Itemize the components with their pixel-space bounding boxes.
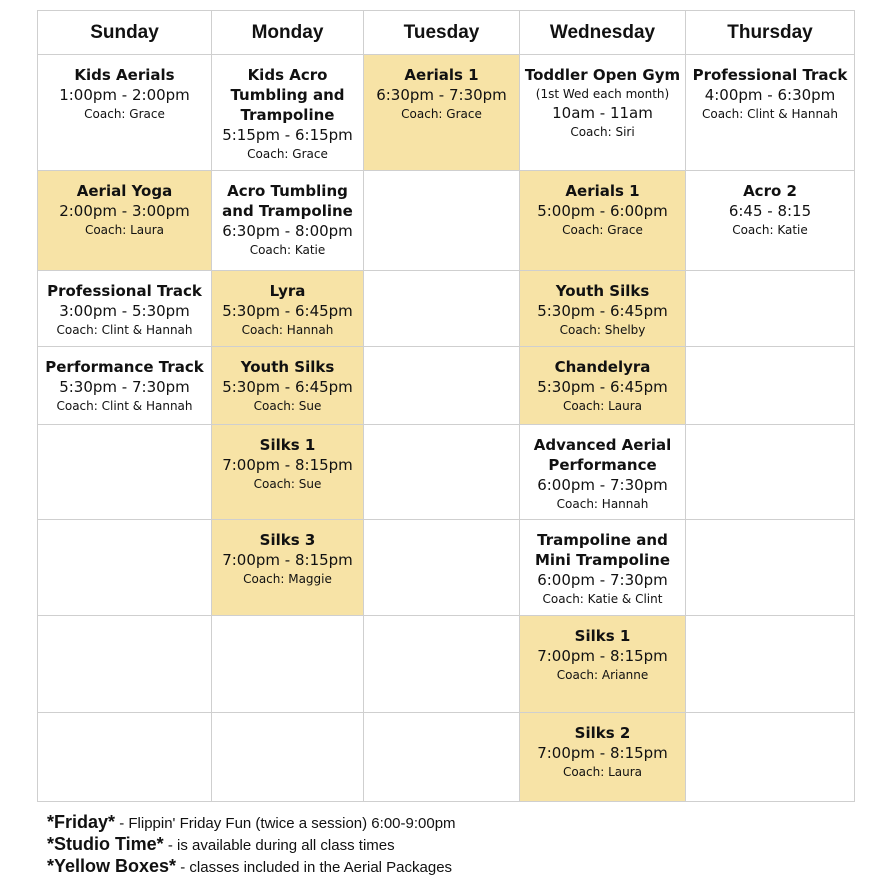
schedule-row: [38, 271, 855, 347]
class-cell: [520, 347, 686, 425]
day-header: Thursday: [686, 11, 855, 55]
class-coach: Coach: Laura: [562, 399, 643, 413]
class-coach: Coach: Laura: [84, 223, 165, 237]
empty-cell: [686, 425, 855, 520]
class-cell: [686, 171, 855, 271]
schedule-row: [38, 616, 855, 713]
class-cell: [364, 55, 520, 171]
class-coach: Coach: Katie & Clint: [542, 592, 663, 606]
empty-cell: [686, 520, 855, 616]
empty-cell: [364, 347, 520, 425]
empty-cell: [38, 425, 212, 520]
schedule-row: [38, 347, 855, 425]
class-title: Advanced Aerial Performance: [533, 436, 672, 474]
class-cell: [520, 713, 686, 802]
class-time: 5:00pm - 6:00pm: [537, 202, 668, 220]
footnote-studio-time: [47, 834, 395, 855]
class-title: Acro 2: [743, 182, 797, 200]
class-coach: Coach: Sue: [253, 477, 322, 491]
class-cell: [212, 425, 364, 520]
class-time: 2:00pm - 3:00pm: [59, 202, 190, 220]
class-coach: Coach: Katie: [249, 243, 326, 257]
class-time: 4:00pm - 6:30pm: [704, 86, 836, 104]
class-time: 6:30pm - 8:00pm: [222, 222, 353, 240]
class-coach: Coach: Clint & Hannah: [56, 323, 193, 337]
class-cell: [520, 520, 686, 616]
class-time: 3:00pm - 5:30pm: [59, 302, 190, 320]
class-cell: [212, 271, 364, 347]
class-coach: Coach: Grace: [84, 107, 165, 121]
class-coach: Coach: Grace: [247, 147, 328, 161]
class-note: (1st Wed each month): [535, 87, 670, 101]
class-cell: [686, 55, 855, 171]
empty-cell: [686, 713, 855, 802]
class-cell: [38, 55, 212, 171]
class-title: Acro Tumbling and Trampoline: [222, 182, 353, 220]
class-title: Aerials 1: [404, 66, 479, 84]
class-title: Performance Track: [45, 358, 204, 376]
footnote-text: - Flippin' Friday Fun (twice a session) 6:00-9:00pm: [115, 815, 456, 832]
class-title: Silks 1: [259, 436, 316, 454]
class-title: Silks 3: [259, 531, 316, 549]
class-coach: Coach: Clint & Hannah: [701, 107, 839, 121]
empty-cell: [686, 271, 855, 347]
class-title: Aerials 1: [565, 182, 640, 200]
class-cell: [520, 271, 686, 347]
class-coach: Coach: Arianne: [556, 668, 649, 682]
empty-cell: [364, 171, 520, 271]
class-coach: Coach: Grace: [401, 107, 482, 121]
class-time: 6:00pm - 7:30pm: [537, 476, 668, 494]
class-time: 5:30pm - 6:45pm: [537, 302, 668, 320]
day-header: Sunday: [38, 11, 212, 55]
class-coach: Coach: Laura: [562, 765, 643, 779]
empty-cell: [364, 616, 520, 713]
class-time: 1:00pm - 2:00pm: [59, 86, 190, 104]
class-cell: [212, 55, 364, 171]
class-coach: Coach: Katie: [732, 223, 808, 237]
class-coach: Coach: Maggie: [243, 572, 332, 586]
empty-cell: [364, 713, 520, 802]
class-title: Youth Silks: [555, 282, 650, 300]
class-time: 5:30pm - 6:45pm: [537, 378, 668, 396]
class-time: 5:30pm - 6:45pm: [222, 302, 353, 320]
empty-cell: [212, 713, 364, 802]
footnote-label: *Friday*: [47, 812, 116, 832]
class-time: 6:30pm - 7:30pm: [376, 86, 507, 104]
class-coach: Coach: Hannah: [556, 497, 649, 511]
class-title: Silks 1: [574, 627, 631, 645]
footnote-label: *Yellow Boxes*: [47, 856, 177, 876]
empty-cell: [38, 520, 212, 616]
footnote-text: - is available during all class times: [163, 837, 395, 854]
class-time: 7:00pm - 8:15pm: [222, 551, 353, 569]
header-row: [38, 11, 855, 55]
class-time: 7:00pm - 8:15pm: [222, 456, 353, 474]
empty-cell: [686, 616, 855, 713]
empty-cell: [364, 520, 520, 616]
class-cell: [212, 171, 364, 271]
class-coach: Coach: Grace: [562, 223, 643, 237]
class-title: Kids Acro Tumbling and Trampoline: [230, 66, 345, 124]
class-title: Professional Track: [47, 282, 202, 300]
class-time: 5:30pm - 6:45pm: [222, 378, 353, 396]
footnote-yellow-boxes: [47, 856, 452, 877]
empty-cell: [212, 616, 364, 713]
schedule-row: [38, 520, 855, 616]
class-time: 6:45 - 8:15: [728, 202, 812, 220]
class-title: Professional Track: [692, 66, 848, 84]
empty-cell: [686, 347, 855, 425]
class-coach: Coach: Siri: [570, 125, 635, 139]
class-cell: [520, 55, 686, 171]
empty-cell: [38, 713, 212, 802]
schedule-row: [38, 425, 855, 520]
class-title: Kids Aerials: [74, 66, 175, 84]
class-title: Chandelyra: [554, 358, 651, 376]
class-title: Lyra: [269, 282, 306, 300]
class-coach: Coach: Clint & Hannah: [56, 399, 193, 413]
class-cell: [212, 520, 364, 616]
class-cell: [520, 171, 686, 271]
class-time: 5:15pm - 6:15pm: [222, 126, 353, 144]
class-time: 7:00pm - 8:15pm: [537, 744, 668, 762]
footnote-label: *Studio Time*: [47, 834, 164, 854]
footnote-friday: [47, 812, 456, 833]
schedule-row: [38, 55, 855, 171]
class-time: 5:30pm - 7:30pm: [59, 378, 190, 396]
class-cell: [38, 271, 212, 347]
class-cell: [212, 347, 364, 425]
day-header: Wednesday: [520, 11, 686, 55]
class-title: Toddler Open Gym: [524, 66, 681, 84]
class-coach: Coach: Shelby: [559, 323, 646, 337]
class-title: Trampoline and Mini Trampoline: [534, 531, 671, 569]
class-time: 6:00pm - 7:30pm: [537, 571, 668, 589]
class-cell: [520, 616, 686, 713]
class-title: Aerial Yoga: [76, 182, 173, 200]
day-header: Tuesday: [364, 11, 520, 55]
class-title: Youth Silks: [240, 358, 335, 376]
class-time: 7:00pm - 8:15pm: [537, 647, 668, 665]
class-cell: [38, 171, 212, 271]
class-title: Silks 2: [574, 724, 631, 742]
schedule-row: [38, 171, 855, 271]
schedule-row: [38, 713, 855, 802]
footnote-text: - classes included in the Aerial Packages: [176, 859, 453, 876]
day-header: Monday: [212, 11, 364, 55]
class-time: 10am - 11am: [552, 104, 653, 122]
empty-cell: [38, 616, 212, 713]
class-coach: Coach: Hannah: [241, 323, 334, 337]
class-cell: [38, 347, 212, 425]
schedule-table: [37, 10, 855, 802]
empty-cell: [364, 271, 520, 347]
class-coach: Coach: Sue: [253, 399, 322, 413]
empty-cell: [364, 425, 520, 520]
class-cell: [520, 425, 686, 520]
